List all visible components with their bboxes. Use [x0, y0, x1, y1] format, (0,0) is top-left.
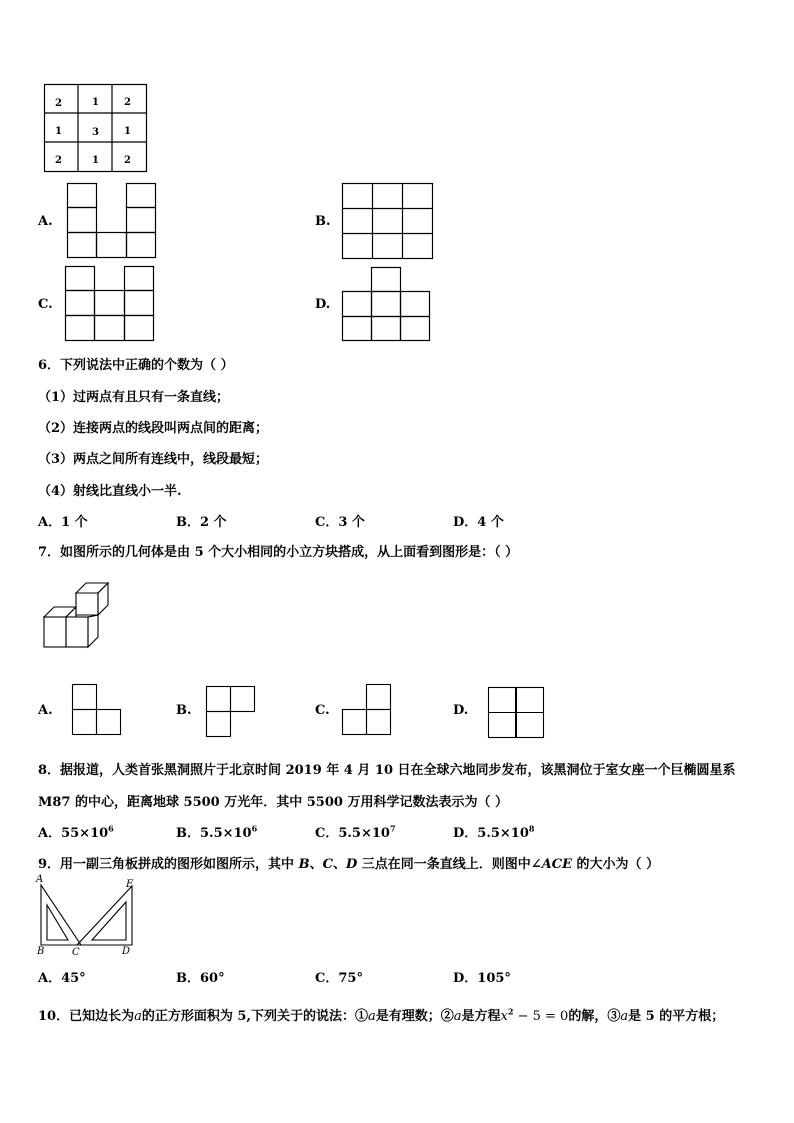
q7-cube-figure — [42, 581, 110, 649]
q5-option-c-label[interactable]: C. — [38, 297, 53, 312]
q8-stem-line2: M87 的中心，距离地球 5500 万光年．其中 5500 万用科学记数法表示为（ ） — [38, 795, 508, 810]
q6-statement: （3）两点之间所有连线中，线段最短； — [38, 452, 269, 467]
option-base: 55×10 — [61, 826, 109, 841]
q8-option-c[interactable] — [315, 822, 396, 841]
q5-option-d-label[interactable]: D. — [315, 297, 331, 312]
q9-option-b[interactable]: B．60° — [176, 971, 225, 986]
q7-option-c-figure — [342, 684, 392, 736]
q7-option-a-label[interactable]: A. — [38, 703, 53, 718]
q5-option-c-figure — [65, 266, 155, 341]
q6-stem: 6．下列说法中正确的个数为（ ） — [38, 358, 234, 373]
q6-statement: （1）过两点有且只有一条直线； — [38, 390, 230, 405]
grid-cell: 1 — [124, 126, 131, 137]
q10-part: 的正方形面积为 5,下列关于的说法：① — [141, 1009, 368, 1024]
q6-statement: （2）连接两点的线段叫两点间的距离； — [38, 421, 269, 436]
q10-var-a: a — [453, 1009, 462, 1024]
q10-part: 的解，③ — [568, 1009, 621, 1024]
grid-cell: 1 — [92, 97, 99, 108]
q7-option-d-figure — [488, 687, 545, 739]
q10-part: 是 5 的平方根； — [628, 1009, 725, 1024]
option-label: C． — [315, 826, 339, 841]
q6-statement: （4）射线比直线小一半. — [38, 484, 182, 499]
q10-exponent: 2 — [507, 1006, 514, 1017]
q9-label-e: E — [126, 879, 134, 890]
q9-angle-ace: ∠ACE — [530, 857, 573, 872]
q8-option-a[interactable] — [38, 822, 114, 841]
grid-cell: 3 — [92, 127, 99, 138]
option-base: 5.5×10 — [200, 826, 252, 841]
q10-stem — [38, 1005, 724, 1024]
q5-option-b-label[interactable]: B. — [315, 214, 331, 229]
q7-stem: 7．如图所示的几何体是由 5 个大小相同的小立方块搭成，从上面看到图形是：（ ） — [38, 545, 519, 560]
q6-option-a[interactable]: A．1 个 — [38, 515, 88, 530]
q7-option-d-label[interactable]: D. — [453, 703, 469, 718]
q7-option-c-label[interactable]: C. — [315, 703, 330, 718]
option-exponent: 7 — [389, 823, 396, 834]
q10-var-a: a — [367, 1009, 376, 1024]
q8-option-d[interactable] — [453, 822, 534, 841]
option-label: A． — [38, 826, 62, 841]
q9-stem-part: 的大小为（ ） — [572, 857, 660, 872]
q9-label-d: D — [122, 946, 131, 957]
q8-stem-line1: 8．据报道，人类首张黑洞照片于北京时间 2019 年 4 月 10 日在全球六地同步发布，该黑洞位于室女座一个巨椭圆星系 — [38, 763, 736, 778]
q9-point-d: D — [345, 857, 358, 872]
q10-part: 10．已知边长为 — [38, 1009, 135, 1024]
grid-cell: 2 — [124, 97, 131, 108]
q10-part: 是方程 — [461, 1009, 501, 1024]
q9-stem-part: 9．用一副三角板拼成的图形如图所示，其中 — [38, 857, 299, 872]
q9-label-b: B — [37, 946, 45, 957]
q9-stem-part: 、 — [332, 857, 346, 872]
q5-option-a-label[interactable]: A. — [38, 214, 53, 229]
option-exponent: 6 — [251, 823, 258, 834]
option-exponent: 8 — [528, 823, 535, 834]
q10-part: 是有理数；② — [375, 1009, 454, 1024]
q5-option-a-figure — [67, 183, 157, 258]
q10-var-a: a — [134, 1009, 142, 1024]
q9-option-c[interactable]: C．75° — [315, 971, 363, 986]
q8-option-b[interactable] — [176, 822, 257, 841]
q9-point-c: C — [322, 857, 333, 872]
q9-label-c: C — [72, 947, 80, 958]
q10-part: − 5 = 0 — [513, 1009, 569, 1024]
q7-option-b-figure — [206, 686, 256, 738]
option-base: 5.5×10 — [338, 826, 390, 841]
q10-var-x: x — [500, 1009, 508, 1024]
grid-cell: 2 — [55, 155, 62, 166]
q7-option-a-figure — [72, 684, 122, 736]
q9-stem — [38, 853, 659, 872]
q9-point-b: B — [298, 857, 310, 872]
option-exponent: 6 — [108, 823, 114, 834]
q6-option-d[interactable]: D．4 个 — [453, 515, 504, 530]
q9-triangle-figure — [36, 880, 140, 950]
q7-option-b-label[interactable]: B. — [176, 703, 192, 718]
grid-cell: 1 — [92, 155, 99, 166]
q6-option-b[interactable]: B．2 个 — [176, 515, 227, 530]
q6-option-c[interactable]: C．3 个 — [315, 515, 365, 530]
option-label: D． — [453, 826, 478, 841]
q9-stem-part: 三点在同一条直线上．则图中 — [357, 857, 531, 872]
q10-var-a: a — [620, 1009, 629, 1024]
grid-cell: 2 — [124, 155, 131, 166]
option-label: B． — [176, 826, 200, 841]
option-base: 5.5×10 — [477, 826, 529, 841]
q9-label-a: A — [36, 874, 44, 885]
q9-stem-part: 、 — [309, 857, 323, 872]
q5-option-d-figure — [342, 267, 430, 341]
q9-option-a[interactable]: A．45° — [38, 971, 86, 986]
q5-option-b-figure — [342, 183, 433, 259]
grid-cell: 2 — [55, 98, 62, 109]
q9-option-d[interactable]: D．105° — [453, 971, 511, 986]
grid-cell: 1 — [55, 126, 62, 137]
